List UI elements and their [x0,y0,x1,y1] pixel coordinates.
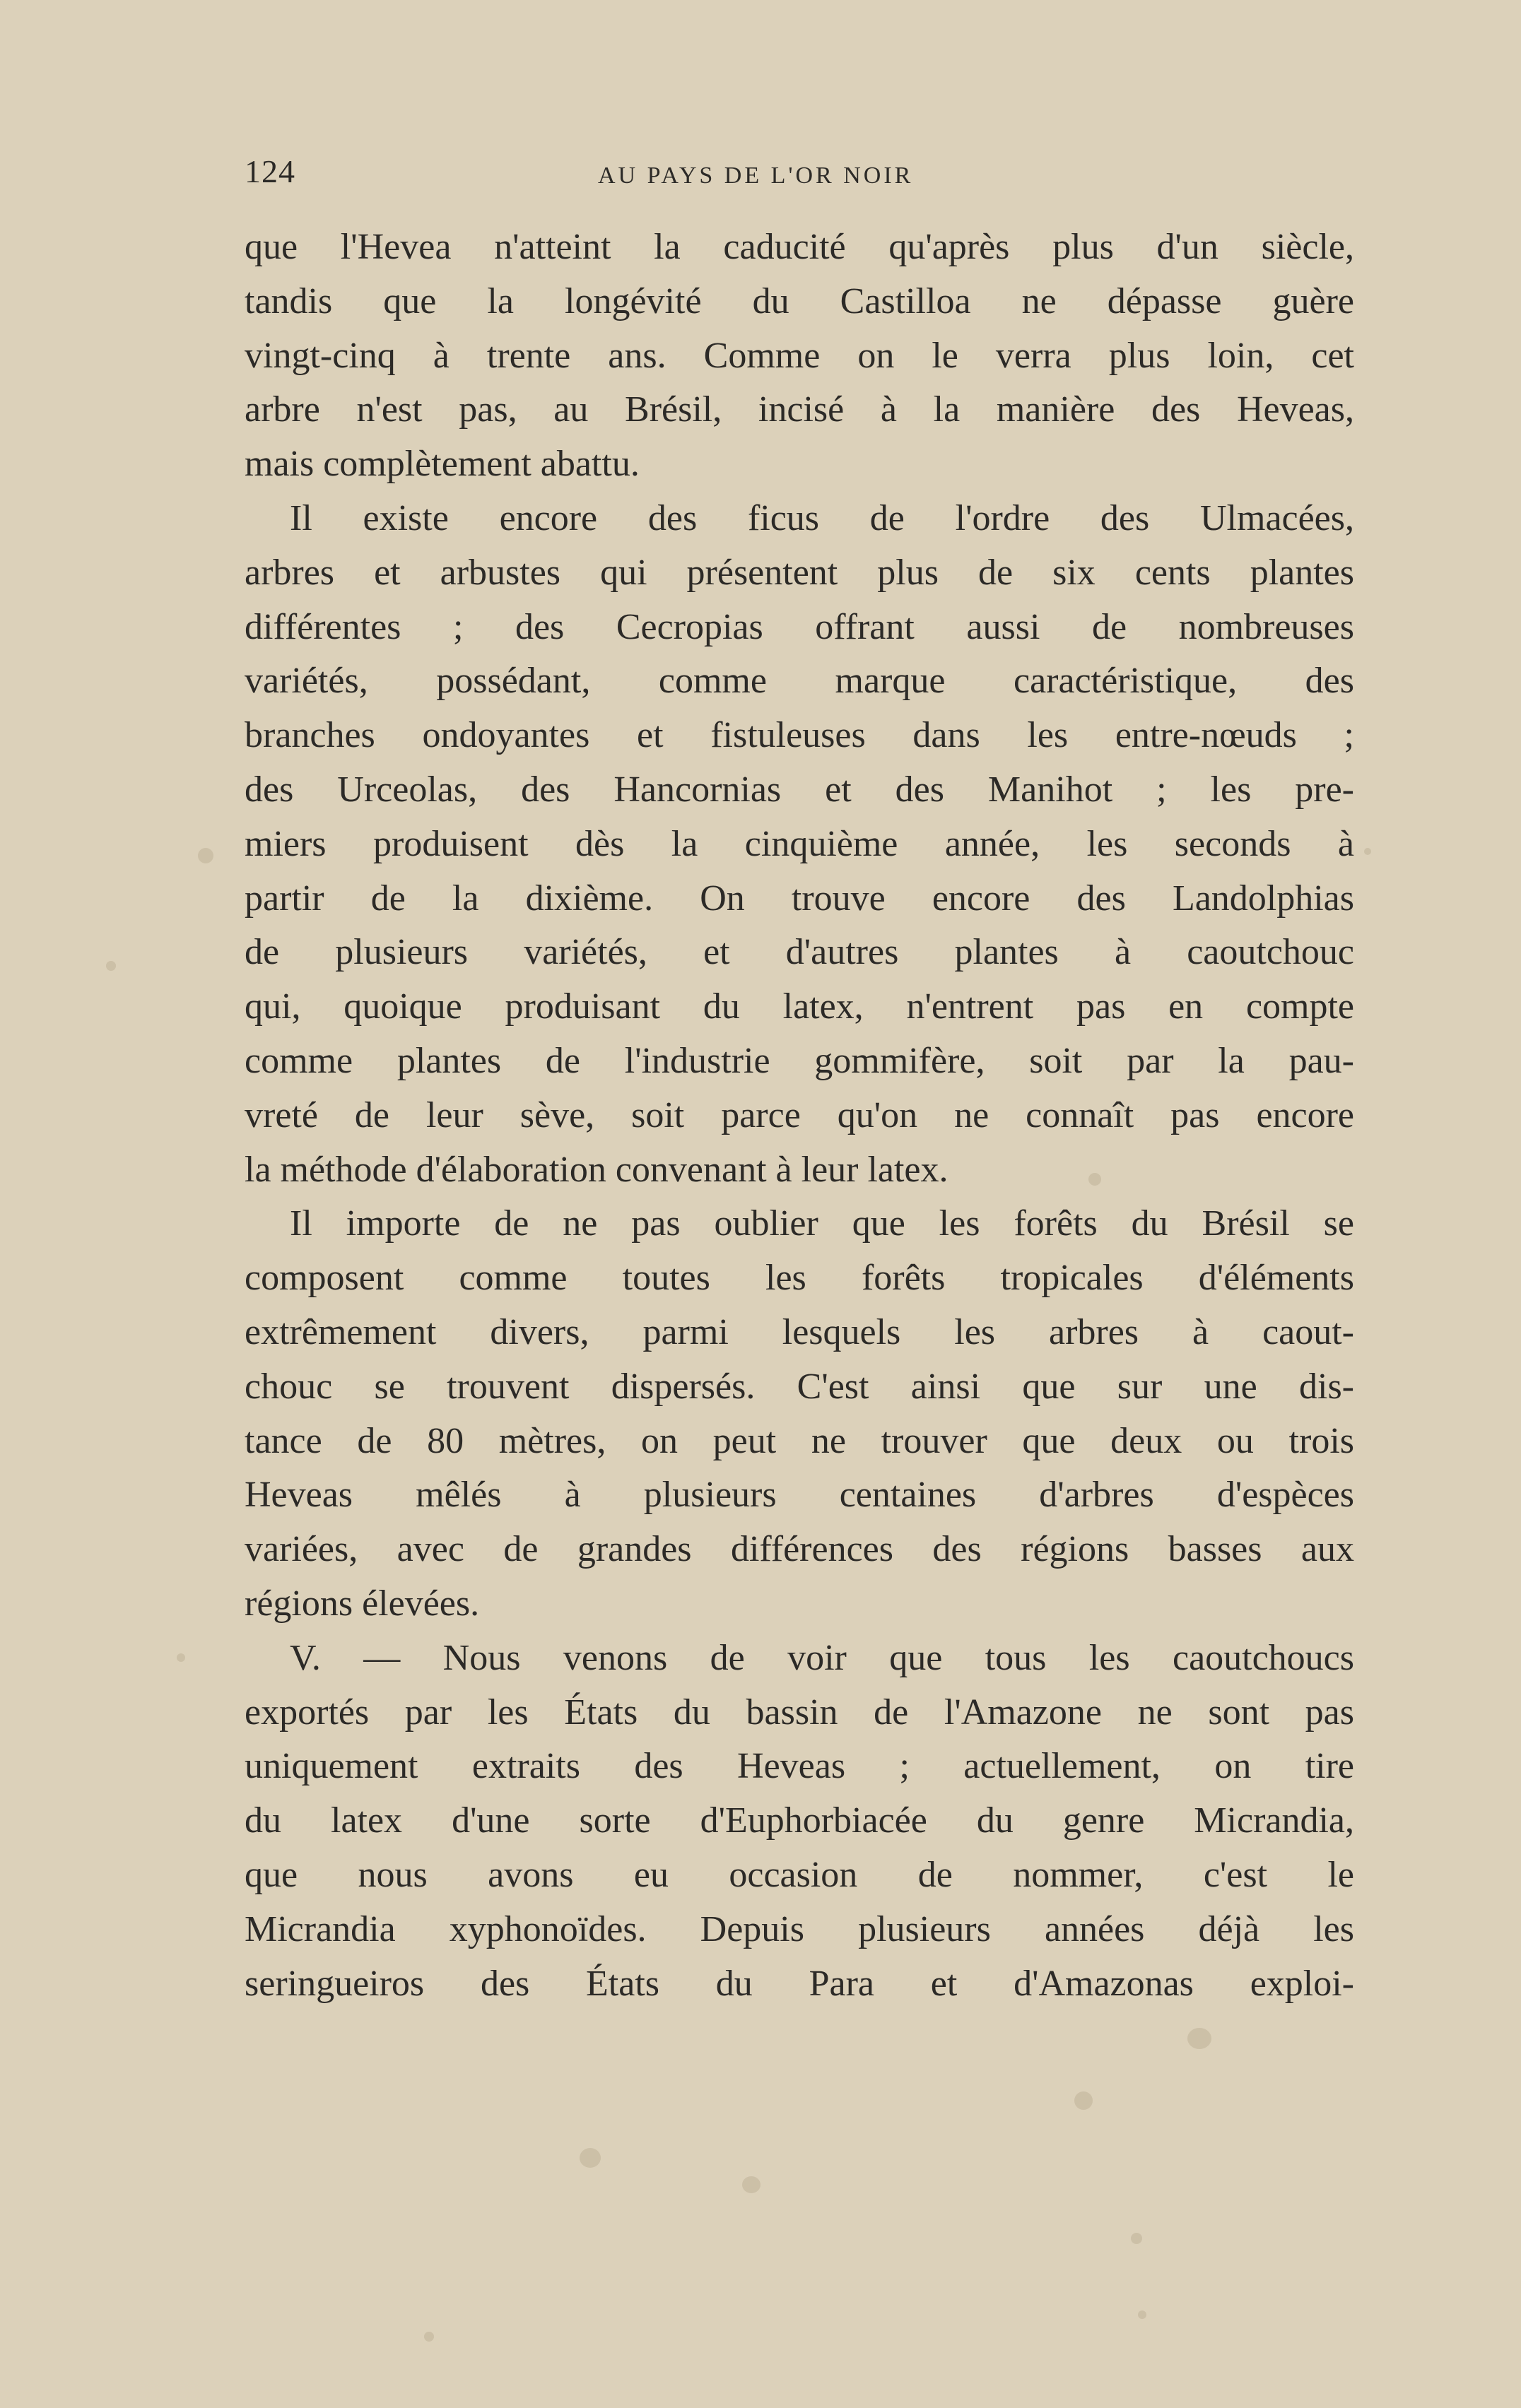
text-line: la méthode d'élaboration convenant à leur latex. [245,1149,949,1190]
text-line: Micrandia xyphonoïdes. Depuis plusieurs années déjà les [245,1908,1354,1949]
page-number: 124 [245,153,295,189]
text-line: variées, avec de grandes différences des régions basses aux [245,1529,1354,1570]
text-line: seringueiros des États du Para et d'Amazonas exploi- [245,1963,1354,2004]
text-line: vreté de leur sève, soit parce qu'on ne connaît pas encore [245,1094,1354,1135]
text-line: régions élevées. [245,1583,480,1624]
text-line: partir de la dixième. On trouve encore des Landolphias [245,878,1354,919]
text-line: vingt-cinq à trente ans. Comme on le verra plus loin, cet [245,335,1354,376]
text-line: V. — Nous venons de voir que tous les caoutchoucs [290,1637,1354,1678]
text-line: arbre n'est pas, au Brésil, incisé à la manière des Heveas, [245,389,1354,430]
text-line: arbres et arbustes qui présentent plus de six cents plantes [245,552,1354,593]
text-line: du latex d'une sorte d'Euphorbiacée du genre Micrandia, [245,1800,1354,1841]
text-line: que nous avons eu occasion de nommer, c'est le [245,1854,1354,1895]
text-line: branches ondoyantes et fistuleuses dans les entre-nœuds ; [245,715,1354,756]
text-line: Heveas mêlés à plusieurs centaines d'arbres d'espèces [245,1475,1354,1516]
text-line: différentes ; des Cecropias offrant aussi de nombreuses [245,606,1354,647]
text-line: que l'Hevea n'atteint la caducité qu'après plus d'un siècle, [245,227,1354,267]
text-line: Il existe encore des ficus de l'ordre des Ulmacées, [290,497,1354,538]
body-text [245,220,1354,2011]
text-line: comme plantes de l'industrie gommifère, soit par la pau- [245,1040,1354,1081]
text-line: qui, quoique produisant du latex, n'entrent pas en compte [245,986,1354,1027]
text-line: miers produisent dès la cinquième année, les seconds à [245,823,1354,864]
text-line: chouc se trouvent dispersés. C'est ainsi que sur une dis- [245,1366,1354,1407]
text-line: extrêmement divers, parmi lesquels les arbres à caout- [245,1311,1354,1352]
text-line: exportés par les États du bassin de l'Amazone ne sont pas [245,1692,1354,1733]
text-line: Il importe de ne pas oublier que les forêts du Brésil se [290,1203,1354,1244]
text-line: des Urceolas, des Hancornias et des Manihot ; les pre- [245,769,1354,810]
running-head: AU PAYS DE L'OR NOIR [598,163,914,189]
text-line: uniquement extraits des Heveas ; actuellement, on tire [245,1746,1354,1787]
text-line: variétés, possédant, comme marque caractéristique, des [245,661,1354,702]
text-line: mais complètement abattu. [245,444,640,485]
text-line: composent comme toutes les forêts tropicales d'éléments [245,1258,1354,1299]
page-header [245,153,1354,202]
text-line: tandis que la longévité du Castilloa ne dépasse guère [245,281,1354,321]
text-line: de plusieurs variétés, et d'autres plantes à caoutchouc [245,932,1354,973]
text-line: tance de 80 mètres, on peut ne trouver que deux ou trois [245,1420,1354,1461]
